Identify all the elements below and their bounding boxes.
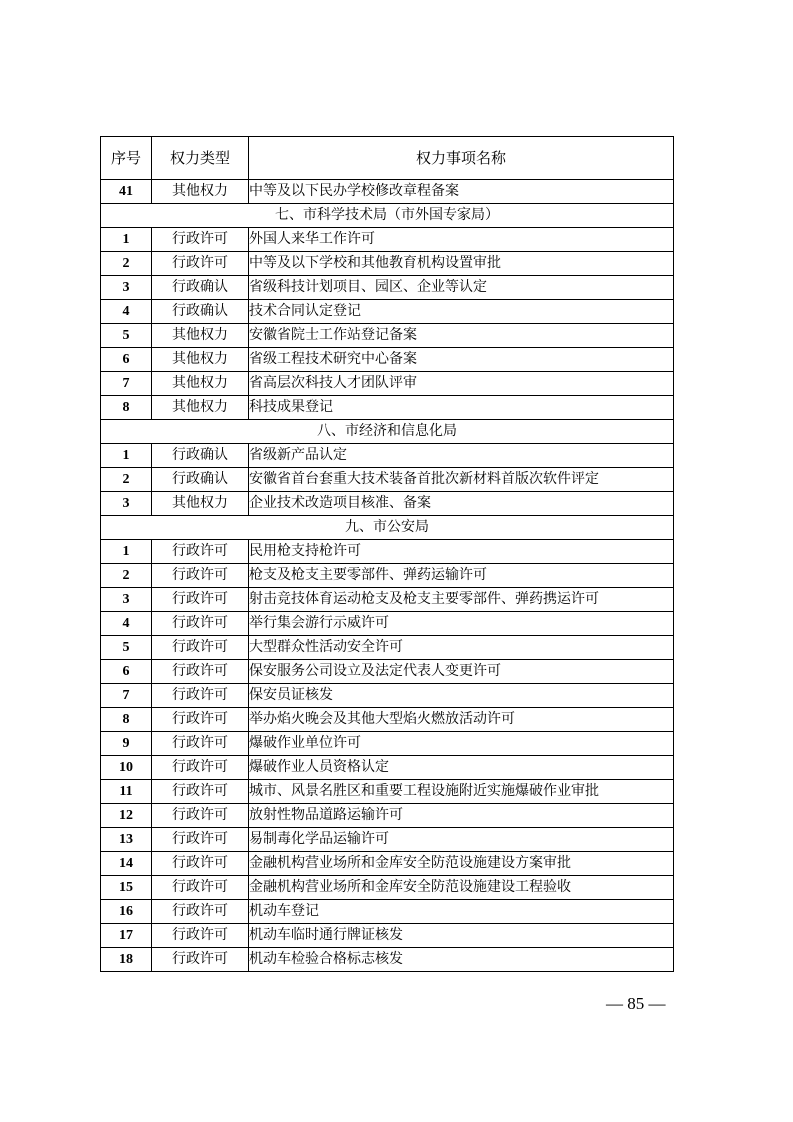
row-item-name: 举行集会游行示威许可 <box>249 612 674 636</box>
row-power-type: 行政许可 <box>152 876 249 900</box>
row-power-type: 其他权力 <box>152 492 249 516</box>
row-item-name: 保安服务公司设立及法定代表人变更许可 <box>249 660 674 684</box>
row-item-name: 爆破作业人员资格认定 <box>249 756 674 780</box>
table-row <box>101 876 674 900</box>
header-type: 权力类型 <box>152 137 249 180</box>
row-item-name: 中等及以下民办学校修改章程备案 <box>249 180 674 204</box>
table-row <box>101 708 674 732</box>
section-row <box>101 516 674 540</box>
row-item-name: 技术合同认定登记 <box>249 300 674 324</box>
table-row <box>101 780 674 804</box>
row-power-type: 行政许可 <box>152 612 249 636</box>
row-power-type: 行政许可 <box>152 660 249 684</box>
row-number: 2 <box>101 252 152 276</box>
row-item-name: 省高层次科技人才团队评审 <box>249 372 674 396</box>
table-row <box>101 228 674 252</box>
row-number: 6 <box>101 348 152 372</box>
section-row <box>101 420 674 444</box>
row-item-name: 爆破作业单位许可 <box>249 732 674 756</box>
row-number: 4 <box>101 300 152 324</box>
table-row <box>101 612 674 636</box>
row-item-name: 省级科技计划项目、园区、企业等认定 <box>249 276 674 300</box>
row-number: 3 <box>101 276 152 300</box>
row-power-type: 行政许可 <box>152 588 249 612</box>
table-row <box>101 828 674 852</box>
row-power-type: 其他权力 <box>152 348 249 372</box>
row-item-name: 企业技术改造项目核准、备案 <box>249 492 674 516</box>
table-row <box>101 492 674 516</box>
row-item-name: 保安员证核发 <box>249 684 674 708</box>
row-number: 5 <box>101 324 152 348</box>
table-row <box>101 660 674 684</box>
row-power-type: 其他权力 <box>152 372 249 396</box>
row-power-type: 行政许可 <box>152 948 249 972</box>
row-power-type: 行政确认 <box>152 468 249 492</box>
table-row <box>101 804 674 828</box>
table-row <box>101 444 674 468</box>
row-item-name: 放射性物品道路运输许可 <box>249 804 674 828</box>
table-row <box>101 180 674 204</box>
row-power-type: 行政确认 <box>152 300 249 324</box>
table-row <box>101 924 674 948</box>
row-number: 2 <box>101 468 152 492</box>
row-number: 1 <box>101 540 152 564</box>
row-number: 3 <box>101 492 152 516</box>
table-row <box>101 372 674 396</box>
section-title: 七、市科学技术局（市外国专家局） <box>101 204 674 228</box>
row-power-type: 行政许可 <box>152 708 249 732</box>
row-item-name: 城市、风景名胜区和重要工程设施附近实施爆破作业审批 <box>249 780 674 804</box>
table-row <box>101 276 674 300</box>
row-item-name: 金融机构营业场所和金库安全防范设施建设工程验收 <box>249 876 674 900</box>
row-number: 17 <box>101 924 152 948</box>
row-power-type: 行政许可 <box>152 756 249 780</box>
row-number: 14 <box>101 852 152 876</box>
table-row <box>101 252 674 276</box>
row-item-name: 科技成果登记 <box>249 396 674 420</box>
row-number: 13 <box>101 828 152 852</box>
header-name: 权力事项名称 <box>249 137 674 180</box>
power-items-table <box>100 136 674 972</box>
row-number: 9 <box>101 732 152 756</box>
row-number: 7 <box>101 372 152 396</box>
row-item-name: 安徽省院士工作站登记备案 <box>249 324 674 348</box>
table-row <box>101 588 674 612</box>
row-power-type: 行政许可 <box>152 900 249 924</box>
row-item-name: 外国人来华工作许可 <box>249 228 674 252</box>
row-number: 6 <box>101 660 152 684</box>
row-number: 1 <box>101 444 152 468</box>
row-item-name: 易制毒化学品运输许可 <box>249 828 674 852</box>
row-power-type: 行政许可 <box>152 852 249 876</box>
row-power-type: 行政许可 <box>152 540 249 564</box>
row-number: 1 <box>101 228 152 252</box>
row-item-name: 枪支及枪支主要零部件、弹药运输许可 <box>249 564 674 588</box>
row-item-name: 省级工程技术研究中心备案 <box>249 348 674 372</box>
row-power-type: 行政确认 <box>152 444 249 468</box>
row-power-type: 行政确认 <box>152 276 249 300</box>
row-item-name: 大型群众性活动安全许可 <box>249 636 674 660</box>
row-power-type: 行政许可 <box>152 636 249 660</box>
row-item-name: 射击竞技体育运动枪支及枪支主要零部件、弹药携运许可 <box>249 588 674 612</box>
page-number: — 85 — <box>606 994 666 1013</box>
table-header-row <box>101 137 674 180</box>
section-row <box>101 204 674 228</box>
row-number: 11 <box>101 780 152 804</box>
row-item-name: 民用枪支持枪许可 <box>249 540 674 564</box>
row-power-type: 行政许可 <box>152 924 249 948</box>
row-number: 3 <box>101 588 152 612</box>
row-number: 2 <box>101 564 152 588</box>
row-power-type: 行政许可 <box>152 228 249 252</box>
table-body <box>101 137 674 972</box>
row-power-type: 其他权力 <box>152 396 249 420</box>
row-number: 7 <box>101 684 152 708</box>
table-row <box>101 636 674 660</box>
section-title: 九、市公安局 <box>101 516 674 540</box>
section-title: 八、市经济和信息化局 <box>101 420 674 444</box>
table-row <box>101 852 674 876</box>
row-number: 16 <box>101 900 152 924</box>
row-power-type: 行政许可 <box>152 732 249 756</box>
table-row <box>101 900 674 924</box>
table-row <box>101 948 674 972</box>
table-row <box>101 732 674 756</box>
row-number: 8 <box>101 396 152 420</box>
row-number: 12 <box>101 804 152 828</box>
header-num: 序号 <box>101 137 152 180</box>
row-item-name: 机动车检验合格标志核发 <box>249 948 674 972</box>
row-item-name: 安徽省首台套重大技术装备首批次新材料首版次软件评定 <box>249 468 674 492</box>
row-power-type: 其他权力 <box>152 324 249 348</box>
table-row <box>101 396 674 420</box>
table-row <box>101 540 674 564</box>
row-number: 41 <box>101 180 152 204</box>
row-item-name: 金融机构营业场所和金库安全防范设施建设方案审批 <box>249 852 674 876</box>
table-row <box>101 324 674 348</box>
table-row <box>101 468 674 492</box>
row-power-type: 其他权力 <box>152 180 249 204</box>
row-power-type: 行政许可 <box>152 804 249 828</box>
row-number: 15 <box>101 876 152 900</box>
row-item-name: 省级新产品认定 <box>249 444 674 468</box>
row-item-name: 中等及以下学校和其他教育机构设置审批 <box>249 252 674 276</box>
table-row <box>101 348 674 372</box>
row-number: 8 <box>101 708 152 732</box>
table-row <box>101 684 674 708</box>
row-number: 5 <box>101 636 152 660</box>
row-number: 18 <box>101 948 152 972</box>
row-item-name: 机动车登记 <box>249 900 674 924</box>
row-power-type: 行政许可 <box>152 780 249 804</box>
row-number: 4 <box>101 612 152 636</box>
row-power-type: 行政许可 <box>152 684 249 708</box>
row-item-name: 举办焰火晚会及其他大型焰火燃放活动许可 <box>249 708 674 732</box>
row-item-name: 机动车临时通行牌证核发 <box>249 924 674 948</box>
table-row <box>101 300 674 324</box>
row-power-type: 行政许可 <box>152 252 249 276</box>
table-row <box>101 756 674 780</box>
row-power-type: 行政许可 <box>152 828 249 852</box>
table-row <box>101 564 674 588</box>
row-power-type: 行政许可 <box>152 564 249 588</box>
row-number: 10 <box>101 756 152 780</box>
